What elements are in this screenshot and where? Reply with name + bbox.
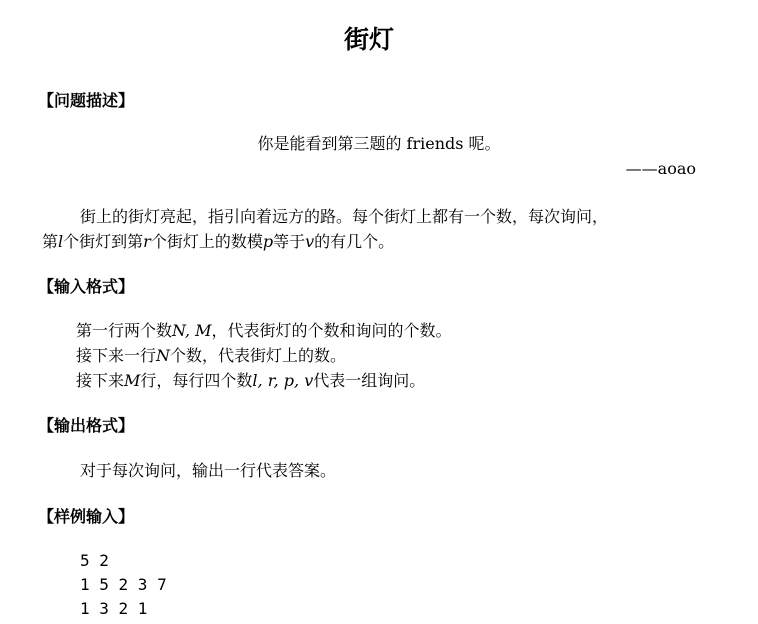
sample-input-line-1: 5 2 [80,551,109,570]
text-fragment: 等于 [273,232,306,251]
math-var-n: N [156,346,171,365]
input-format-line-2 [76,344,346,368]
epigraph-quote: 你是能看到第三题的 friends 呢。 [257,134,501,153]
math-vars-n-m: N, M [172,321,212,340]
math-var-v: v [305,232,315,251]
text-fragment: 的有几个。 [314,232,395,251]
page-title: 街灯 [343,25,394,54]
math-vars-l-r-p-v: l, r, p, v [252,371,314,390]
section-heading-input-format: 【输入格式】 [38,277,135,296]
text-fragment: 接下来 [76,371,125,390]
input-format-line-1 [76,319,452,343]
description-line-1: 街上的街灯亮起，指引向着远方的路。每个街灯上都有一个数，每次询问， [80,207,609,226]
epigraph-attribution: ——aoao [625,159,696,178]
math-var-m: M [124,371,141,390]
description-line-2 [42,230,394,254]
section-heading-sample-input: 【样例输入】 [38,507,135,526]
text-fragment: 接下来一行 [76,346,157,365]
text-fragment: 个街灯上的数模 [150,232,263,251]
sample-input-line-3: 1 3 2 1 [80,599,148,618]
text-fragment: 第 [42,232,59,251]
text-fragment: 个数，代表街灯上的数。 [170,346,347,365]
text-fragment: 行，每行四个数 [140,371,253,390]
text-fragment: ，代表街灯的个数和询问的个数。 [211,321,452,340]
text-fragment: 代表一组询问。 [313,371,426,390]
text-fragment: 个街灯到第 [63,232,144,251]
sample-input-line-2: 1 5 2 3 7 [80,575,167,594]
section-heading-problem-description: 【问题描述】 [38,91,135,110]
math-var-l: l [58,232,64,251]
section-heading-output-format: 【输出格式】 [38,416,135,435]
text-fragment: 第一行两个数 [76,321,173,340]
math-var-p: p [262,232,274,251]
input-format-line-3 [76,369,425,393]
output-format-line-1: 对于每次询问，输出一行代表答案。 [80,461,337,480]
math-var-r: r [143,232,151,251]
